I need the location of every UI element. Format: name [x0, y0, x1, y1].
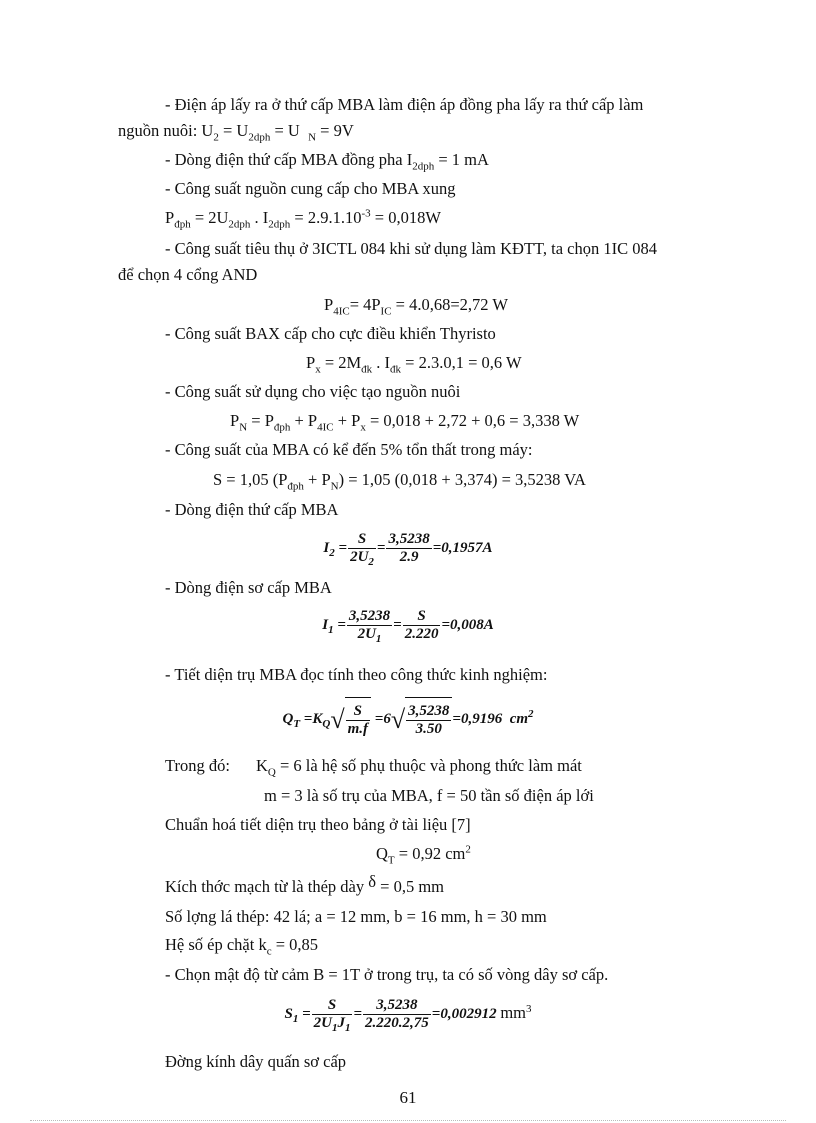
- text: = 2.9.1.10: [290, 208, 362, 227]
- text-line: m = 3 là số trụ của MBA, f = 50 tần số điện áp lới: [264, 786, 594, 805]
- text: = 0,92 cm: [394, 844, 466, 863]
- text: Kích thớc mạch từ là thép dày: [165, 877, 369, 896]
- eq-constant: 6: [383, 711, 391, 727]
- text: . I: [372, 353, 391, 372]
- eq-result: 0,1957A: [441, 540, 493, 556]
- subscript: 1: [331, 1022, 338, 1035]
- text: J: [337, 1015, 345, 1032]
- text-line: [306, 352, 522, 374]
- text: = 0,85: [271, 935, 319, 954]
- denominator: 2.220: [404, 626, 439, 643]
- subscript: x: [360, 421, 366, 434]
- subscript: 2dph: [228, 218, 251, 231]
- equation-core-area: $Q_T =K_Q√$ $\frac{S}{m.f}$ =6√ $\frac{3,5238}{3.50}$ =0,9196 $cm^2$: [0, 697, 816, 742]
- text: 2U: [350, 549, 369, 566]
- text-line: [165, 755, 582, 777]
- text-line: [165, 207, 441, 229]
- equation-primary-current: $I_1$ = $\frac{3,5238}{2U_1}$ = $\frac{S}{2.220}$ =0,008A: [322, 608, 494, 646]
- superscript: 3: [526, 1003, 532, 1015]
- numerator: 3,5238: [388, 531, 430, 548]
- text: P: [306, 353, 316, 372]
- subscript: 1: [344, 1022, 351, 1035]
- denominator: [348, 549, 376, 569]
- text-line: để chọn 4 cổng AND: [118, 265, 258, 284]
- text: = U: [218, 121, 249, 140]
- subscript: 2dph: [412, 160, 435, 173]
- text: - Dòng điện thứ cấp MBA đồng pha I: [165, 150, 413, 169]
- text: = 6 là hệ số phụ thuộc và phong thức làm mát: [275, 756, 582, 775]
- footer-rule: [30, 1120, 786, 1121]
- eq-unit: mm: [500, 1003, 527, 1022]
- subscript: đph: [174, 218, 191, 231]
- superscript: 2: [528, 708, 534, 720]
- text: P: [324, 295, 334, 314]
- subscript: Q: [322, 718, 331, 730]
- eq-symbol: K: [312, 711, 323, 727]
- subscript: N: [308, 131, 317, 144]
- subscript: 1: [328, 624, 334, 636]
- text: = U: [270, 121, 300, 140]
- subscript: T: [387, 854, 395, 867]
- subscript: c: [266, 945, 272, 958]
- text-line: [118, 120, 354, 142]
- text: S = 1,05 (P: [213, 470, 288, 489]
- subscript: 2dph: [248, 131, 271, 144]
- subscript: 2: [368, 556, 374, 569]
- text: = 0,018 + 2,72 + 0,6 = 3,338 W: [365, 411, 580, 430]
- fraction: [312, 997, 353, 1035]
- numerator: 3,5238: [348, 608, 391, 625]
- fraction: [347, 608, 392, 646]
- text-line: Chuẩn hoá tiết diện trụ theo bảng ở tài liệu [7]: [165, 815, 471, 834]
- subscript: 2: [213, 131, 219, 144]
- text-line: [213, 469, 586, 491]
- text-line: - Chọn mật độ từ cảm B = 1T ở trong trụ, ta có số vòng dây sơ cấp.: [165, 965, 609, 984]
- subscript: đk: [390, 363, 402, 376]
- subscript: 4IC: [333, 305, 350, 318]
- numerator: S: [346, 703, 370, 721]
- text: = 4P: [349, 295, 381, 314]
- text: = 2M: [320, 353, 362, 372]
- text: Hệ số ép chặt k: [165, 935, 267, 954]
- text-line: - Dòng điện sơ cấp MBA: [165, 578, 332, 597]
- text-line: - Công suất BAX cấp cho cực điều khiển Thyristo: [165, 324, 496, 343]
- page-number: 61: [399, 1088, 417, 1107]
- text: = 9V: [316, 121, 354, 140]
- text: = 2U: [190, 208, 229, 227]
- text: Trong đó:: [165, 756, 230, 775]
- superscript: -3: [361, 207, 371, 220]
- text: P: [165, 208, 175, 227]
- subscript: 2dph: [268, 218, 291, 231]
- numerator: S: [312, 997, 353, 1015]
- eq-result: 0,008A: [450, 617, 494, 633]
- fraction: [348, 531, 376, 569]
- superscript: 2: [465, 843, 471, 856]
- denominator: 2.9: [399, 549, 419, 566]
- subscript: T: [293, 718, 301, 730]
- text-line: [324, 294, 508, 316]
- text: + P: [333, 411, 361, 430]
- denominator: 3.50: [415, 721, 442, 738]
- eq-result: 0,002912: [440, 1006, 497, 1022]
- text: = 0,018W: [370, 208, 441, 227]
- subscript: 4IC: [317, 421, 334, 434]
- subscript: 1: [375, 633, 382, 646]
- eq-unit: cm: [509, 711, 529, 727]
- subscript: N: [239, 421, 248, 434]
- subscript: đk: [361, 363, 373, 376]
- subscript: N: [330, 480, 339, 493]
- subscript: 1: [292, 1013, 299, 1025]
- denominator: m.f: [347, 721, 369, 738]
- fraction: [403, 608, 441, 643]
- eq-symbol: I: [322, 617, 329, 633]
- numerator: 3,5238: [363, 997, 431, 1015]
- text-line: - Công suất tiêu thụ ở 3ICTL 084 khi sử dụng làm KĐTT, ta chọn 1IC 084: [165, 239, 657, 258]
- text-line: - Điện áp lấy ra ở thứ cấp MBA làm điện áp đồng pha lấy ra thứ cấp làm: [165, 95, 644, 114]
- text: = 1 mA: [434, 150, 489, 169]
- text: = P: [247, 411, 274, 430]
- eq-symbol: I: [323, 540, 330, 556]
- subscript: đph: [287, 480, 304, 493]
- text: = 0,5 mm: [376, 877, 444, 896]
- fraction: [363, 997, 431, 1032]
- eq-symbol: Q: [282, 711, 294, 727]
- subscript: x: [315, 363, 321, 376]
- text-line: - Công suất nguồn cung cấp cho MBA xung: [165, 179, 456, 198]
- text: nguồn nuôi: U: [118, 121, 214, 140]
- equation-secondary-current: $I_2$ = $\frac{S}{2U_2}$ = $\frac{3,5238}{2.9}$ =0,1957A: [323, 531, 493, 569]
- text-line: [376, 843, 471, 865]
- delta-symbol: δ: [368, 872, 377, 891]
- text-line: - Công suất sử dụng cho việc tạo nguồn nuôi: [165, 382, 461, 401]
- text-line: - Dòng điện thứ cấp MBA: [165, 500, 339, 519]
- eq-symbol: S: [284, 1006, 293, 1022]
- text: 2U: [357, 626, 376, 643]
- fraction: [346, 703, 370, 738]
- text: = 2.3.0,1 = 0,6 W: [401, 353, 522, 372]
- square-root: √ $\frac{S}{m.f}$: [330, 697, 371, 742]
- text-line: [230, 410, 579, 432]
- denominator: [312, 1015, 353, 1035]
- text-line: [165, 872, 444, 898]
- text-line: [165, 149, 489, 171]
- text-line: - Tiết diện trụ MBA đọc tính theo công thức kinh nghiệm:: [165, 665, 548, 684]
- denominator: [347, 626, 392, 646]
- text: ) = 1,05 (0,018 + 3,374) = 3,5238 VA: [338, 470, 586, 489]
- denominator: 2.220.2,75: [365, 1015, 429, 1032]
- text: P: [230, 411, 240, 430]
- text: Q: [376, 844, 388, 863]
- numerator: S: [403, 608, 441, 626]
- text: K: [255, 756, 268, 775]
- subscript: đph: [273, 421, 291, 434]
- numerator: 3,5238: [408, 703, 450, 720]
- equation-primary-turns: $S_1$ = $\frac{S}{2U_1J_1}$ = $\frac{3,5238}{2.220.2,75}$ =0,002912 $mm^3$: [284, 997, 532, 1035]
- text-line: Số lợng lá thép: 42 lá; a = 12 mm, b = 16 mm, h = 30 mm: [165, 907, 547, 926]
- text: . I: [250, 208, 269, 227]
- fraction: [386, 531, 431, 566]
- subscript: IC: [380, 305, 392, 318]
- square-root: √ $\frac{3,5238}{3.50}$: [391, 697, 453, 742]
- text: 2U: [313, 1015, 332, 1032]
- text-line: - Công suất của MBA có kể đến 5% tổn thất trong máy:: [165, 440, 533, 459]
- fraction: [406, 703, 451, 738]
- subscript: 2: [329, 547, 335, 559]
- subscript: Q: [267, 766, 276, 779]
- text-line: Đờng kính dây quấn sơ cấp: [165, 1052, 347, 1071]
- text-line: [165, 934, 318, 956]
- text: = 4.0,68=2,72 W: [391, 295, 508, 314]
- numerator: S: [348, 531, 376, 549]
- text: + P: [290, 411, 318, 430]
- eq-result: 0,9196: [460, 711, 503, 727]
- text: + P: [303, 470, 331, 489]
